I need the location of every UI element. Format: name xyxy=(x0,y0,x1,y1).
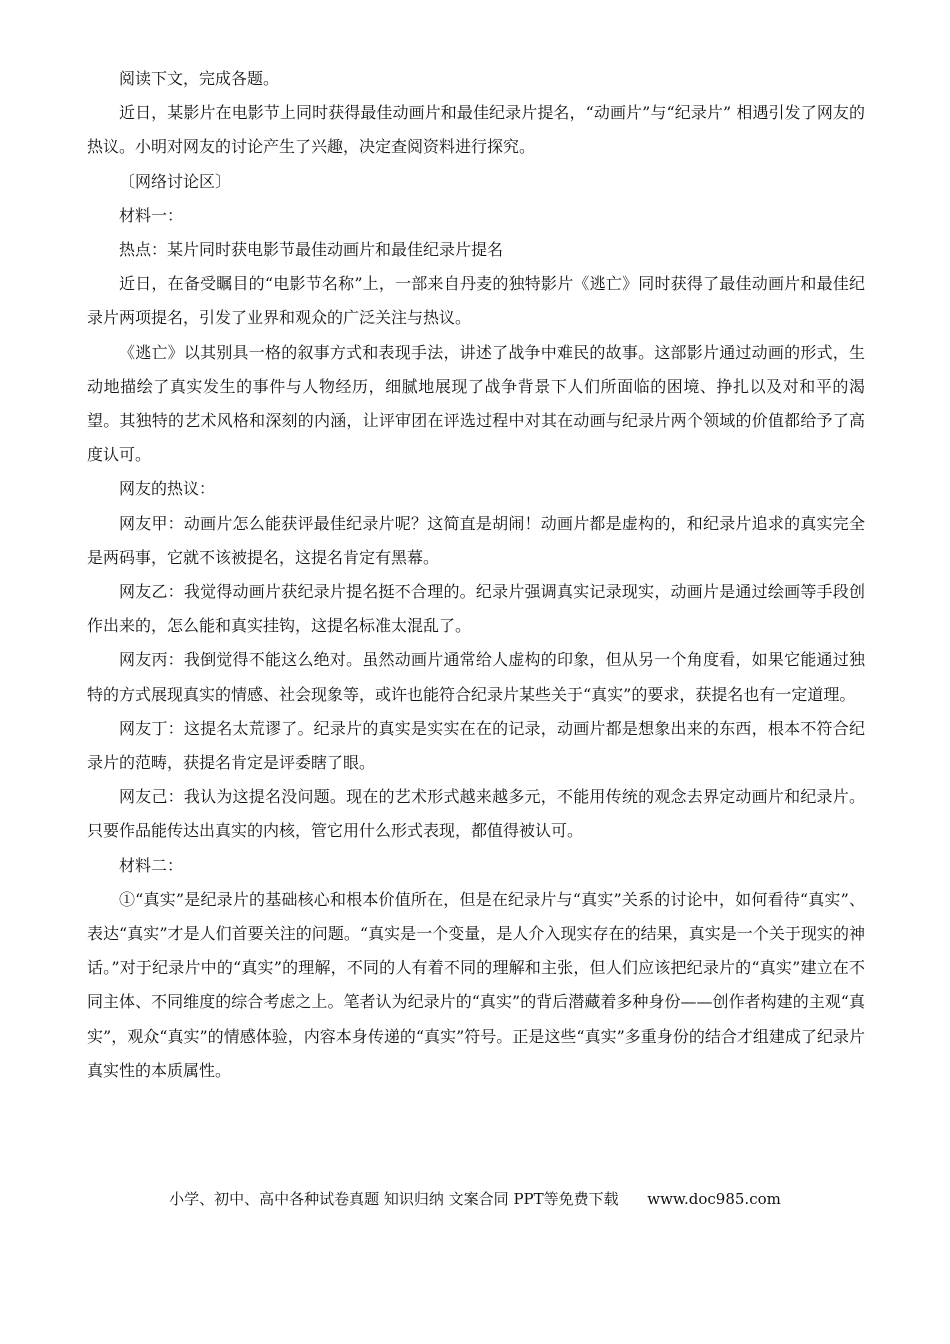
netizen-comment-ji: 网友己：我认为这提名没问题。现在的艺术形式越来越多元，不能用传统的观念去界定动画片和纪录片。只要作品能传达出真实的内核，管它用什么形式表现，都值得被认可。 xyxy=(87,787,865,841)
netizen-comment-bing: 网友丙：我倒觉得不能这么绝对。虽然动画片通常给人虚构的印象，但从另一个角度看，如果它能通过独特的方式展现真实的情感、社会现象等，或许也能符合纪录片某些关于“真实”的要求，获提名也有一定道理。 xyxy=(87,650,865,704)
material-two-paragraph-1: ①“真实”是纪录片的基础核心和根本价值所在，但是在纪录片与“真实”关系的讨论中，如何看待“真实”、表达“真实”才是人们首要关注的问题。“真实是一个变量，是人介入现实存在的结果，真实是一个关于现实的神话。”对于纪录片中的“真实”的理解，不同的人有着不同的理解和主张，但人们应该把纪录片的“真实”建立在不同主体、不同维度的综合考虑之上。笔者认为纪录片的“真实”的背后潜藏着多种身份——创作者构建的主观“真实”，观众“真实”的情感体验，内容本身传递的“真实”符号。正是这些“真实”多重身份的结合才组建成了纪录片真实性的本质属性。 xyxy=(87,889,865,1080)
article-body xyxy=(87,62,865,1088)
netizen-comment-yi: 网友乙：我觉得动画片获纪录片提名挺不合理的。纪录片强调真实记录现实，动画片是通过绘画等手段创作出来的，怎么能和真实挂钩，这提名标准太混乱了。 xyxy=(87,582,865,636)
netizen-comment-ding: 网友丁：这提名太荒谬了。纪录片的真实是实实在在的记录，动画片都是想象出来的东西，根本不符合纪录片的范畴，获提名肯定是评委瞎了眼。 xyxy=(87,718,865,773)
section-label-discussion: 〔网络讨论区〕 xyxy=(119,171,232,191)
intro-paragraph: 近日，某影片在电影节上同时获得最佳动画片和最佳纪录片提名，“动画片”与“纪录片” 相遇引发了网友的热议。小明对网友的讨论产生了兴趣，决定查阅资料进行探究。 xyxy=(87,103,865,157)
instruction-line: 阅读下文，完成各题。 xyxy=(119,69,280,88)
page-footer xyxy=(0,1188,950,1209)
material-one-heading: 材料一： xyxy=(119,205,184,225)
footer-site: www.doc985.com xyxy=(647,1190,781,1208)
news-paragraph-1: 近日，在备受瞩目的“电影节名称”上，一部来自丹麦的独特影片《逃亡》同时获得了最佳动画片和最佳纪录片两项提名，引发了业界和观众的广泛关注与热议。 xyxy=(87,274,865,328)
netizen-heading: 网友的热议： xyxy=(119,479,216,499)
netizen-comment-jia: 网友甲：动画片怎么能获评最佳纪录片呢？这简直是胡闹！动画片都是虚构的，和纪录片追求的真实完全是两码事，它就不该被提名，这提名肯定有黑幕。 xyxy=(87,513,865,567)
news-paragraph-2: 《逃亡》以其别具一格的叙事方式和表现手法，讲述了战争中难民的故事。这部影片通过动画的形式，生动地描绘了真实发生的事件与人物经历，细腻地展现了战争背景下人们所面临的困境、挣扎以及对和平的渴望。其独特的艺术风格和深刻的内涵，让评审团在评选过程中对其在动画与纪录片两个领域的价值都给予了高度认可。 xyxy=(87,342,865,465)
footer-text: 小学、初中、高中各种试卷真题 知识归纳 文案合同 PPT等免费下载 xyxy=(169,1190,619,1208)
hot-topic-line: 热点：某片同时获电影节最佳动画片和最佳纪录片提名 xyxy=(119,240,504,260)
material-two-heading: 材料二： xyxy=(119,855,184,875)
